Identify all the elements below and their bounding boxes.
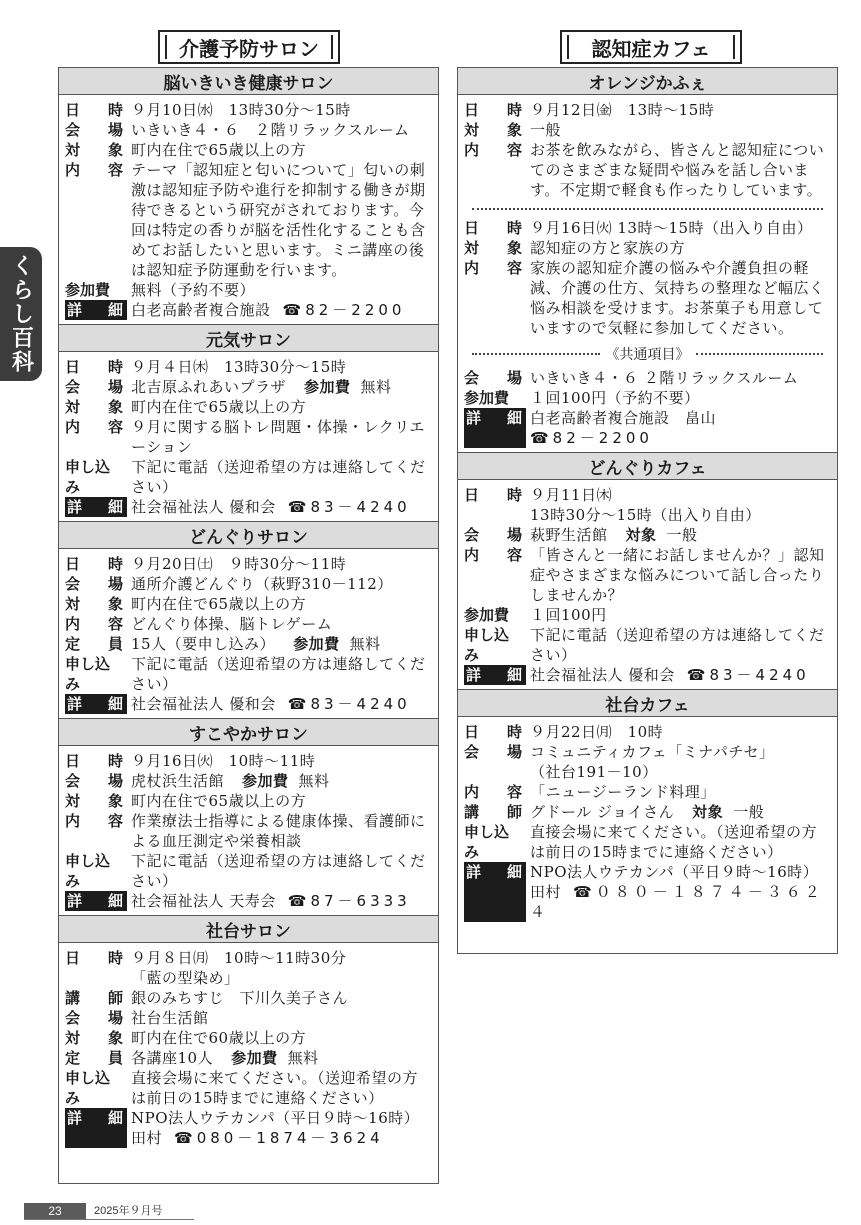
label-target: 対 象	[65, 141, 123, 159]
section-sukoyaka-salon	[59, 719, 438, 916]
content-value: 家族の認知症介護の悩みや介護負担の軽減、介護の仕方、気持ちの整理など幅広く悩み相談を受けます。お茶菓子も用意していますので気軽に参加してください。	[530, 259, 825, 337]
label-apply: 申し込み	[464, 823, 510, 861]
target-value: 町内在住で65歳以上の方	[131, 141, 307, 159]
section-title: オレンジかふぇ	[458, 68, 837, 95]
label-venue: 会 場	[464, 526, 522, 544]
apply-value: 直接会場に来てください。（送迎希望の方は前日の15時までに連絡ください）	[131, 1069, 419, 1107]
label-content: 内 容	[464, 141, 522, 159]
section-donguri-salon	[59, 522, 438, 719]
label-detail: 詳 細	[464, 862, 526, 922]
header-ninchisho-cafe: 認知症カフェ	[560, 30, 742, 64]
section-nou-ikiiki-salon	[59, 68, 438, 325]
label-apply: 申し込み	[464, 626, 510, 664]
apply-value: 下記に電話（送迎希望の方は連絡してください）	[530, 626, 825, 664]
label-target: 対 象	[464, 121, 522, 139]
label-venue: 会 場	[464, 369, 522, 387]
label-content: 内 容	[65, 161, 123, 179]
section-title: 脳いきいき健康サロン	[59, 68, 438, 95]
apply-value: 下記に電話（送迎希望の方は連絡してください）	[131, 655, 426, 693]
target-value: 一般	[530, 121, 562, 139]
label-apply: 申し込み	[65, 655, 111, 693]
label-fee: 参加費	[464, 389, 510, 407]
label-capacity: 定 員	[65, 635, 123, 653]
venue-value: いきいき４・６ ２階リラックスルーム	[530, 369, 799, 387]
fee-value: １回100円（予約不要）	[530, 389, 700, 407]
label-content: 内 容	[65, 812, 123, 830]
label-detail: 詳 細	[464, 665, 526, 685]
apply-value: 下記に電話（送迎希望の方は連絡してください）	[131, 458, 426, 496]
label-fee: 参加費	[464, 606, 510, 624]
label-target: 対 象	[65, 1029, 123, 1047]
phone-number: ☎82－2200	[530, 429, 653, 447]
date-value: ９月16日㈫ 10時～11時	[131, 752, 316, 770]
phone-number: ☎83－4240	[686, 666, 810, 684]
label-date: 日 時	[65, 555, 123, 573]
content-value: ９月に関する脳トレ問題・体操・レクリエーション	[131, 418, 425, 456]
section-title: どんぐりサロン	[59, 522, 438, 549]
label-date: 日 時	[65, 752, 123, 770]
label-venue: 会 場	[65, 121, 123, 139]
date-value: ９月20日㈯ ９時30分～11時	[131, 555, 347, 573]
label-fee: 参加費	[65, 281, 111, 299]
detail-value: 社会福祉法人 優和会 ☎83－4240	[131, 498, 411, 516]
label-venue: 会 場	[65, 1009, 123, 1027]
label-detail: 詳 細	[65, 1108, 127, 1148]
inline-target-label: 対象	[692, 803, 724, 821]
label-detail: 詳 細	[65, 497, 127, 517]
venue-value: 虎杖浜生活館 参加費 無料	[131, 772, 330, 790]
right-column	[457, 67, 838, 954]
section-title: 社台サロン	[59, 916, 438, 943]
phone-number: ☎０８０－１８７４－３６２４	[530, 883, 824, 921]
venue-value: 北吉原ふれあいプラザ 参加費 無料	[131, 378, 392, 396]
inline-fee-label: 参加費	[293, 635, 340, 653]
label-date: 日 時	[65, 949, 123, 967]
detail-value: NPO法人ウテカンパ（平日９時～16時） 田村 ☎０８０－１８７４－３６２４	[530, 863, 824, 921]
label-date: 日 時	[464, 101, 522, 119]
label-apply: 申し込み	[65, 852, 111, 890]
side-tab-kurashi-hyakka: くらし百科	[0, 247, 42, 381]
label-date: 日 時	[464, 219, 522, 237]
phone-number: ☎83－4240	[287, 695, 411, 713]
section-title: 社台カフェ	[458, 690, 837, 717]
label-venue: 会 場	[65, 772, 123, 790]
capacity-value: 15人（要申し込み） 参加費 無料	[131, 635, 381, 653]
apply-value: 直接会場に来てください。（送迎希望の方は前日の15時までに連絡ください）	[530, 823, 818, 861]
inline-fee-label: 参加費	[231, 1049, 278, 1067]
detail-value: 社会福祉法人 優和会 ☎83－4240	[530, 666, 810, 684]
dotted-divider	[472, 208, 823, 210]
header-kaigo-yobo-salon: 介護予防サロン	[158, 30, 340, 64]
section-orange-cafe	[458, 68, 837, 453]
content-value: 「ニュージーランド料理」	[530, 783, 716, 801]
inline-target-label: 対象	[625, 526, 657, 544]
section-shadai-cafe	[458, 690, 837, 926]
target-value: 認知症の方と家族の方	[530, 239, 686, 257]
label-apply: 申し込み	[65, 458, 111, 496]
phone-number: ☎080－1874－3624	[174, 1129, 384, 1147]
label-date: 日 時	[65, 101, 123, 119]
inline-fee-label: 参加費	[304, 378, 351, 396]
common-items-divider: 《共通項目》	[472, 344, 823, 364]
label-target: 対 象	[65, 398, 123, 416]
lecturer-value: グドール ジョイさん 対象 一般	[530, 803, 765, 821]
label-date: 日 時	[464, 723, 522, 741]
left-column	[58, 67, 439, 1184]
lecturer-value: 銀のみちすじ 下川久美子さん	[131, 989, 349, 1007]
date-value: ９月16日㈫ 13時～15時（出入り自由）	[530, 219, 813, 237]
label-detail: 詳 細	[464, 408, 526, 448]
label-detail: 詳 細	[65, 694, 127, 714]
target-value: 町内在住で65歳以上の方	[131, 792, 307, 810]
venue-value: 社台生活館	[131, 1009, 209, 1027]
fee-value: 無料（予約不要）	[131, 281, 256, 299]
section-genki-salon	[59, 325, 438, 522]
apply-value: 下記に電話（送迎希望の方は連絡してください）	[131, 852, 426, 890]
label-detail: 詳 細	[65, 300, 127, 320]
label-venue: 会 場	[464, 743, 522, 761]
date-value: ９月22日㈪ 10時	[530, 723, 664, 741]
date-value: ９月４日㈭ 13時30分～15時	[131, 358, 347, 376]
content-value: お茶を飲みながら、皆さんと認知症についてのさまざまな疑問や悩みを話し合います。不定期で軽食も作ったりしています。	[530, 141, 825, 199]
target-value: 町内在住で65歳以上の方	[131, 398, 307, 416]
section-title: どんぐりカフェ	[458, 453, 837, 480]
label-content: 内 容	[464, 546, 522, 564]
label-lecturer: 講 師	[464, 803, 522, 821]
label-venue: 会 場	[65, 378, 123, 396]
target-value: 町内在住で65歳以上の方	[131, 595, 307, 613]
section-title: 元気サロン	[59, 325, 438, 352]
content-value: テーマ「認知症と匂いについて」匂いの刺激は認知症予防や進行を抑制する働きが期待できるという研究がされております。今回は特定の香りが脳を活性化することも含めてお話したいと思います。ミニ講座の後は認知症予防運動を行います。	[131, 161, 426, 279]
label-target: 対 象	[464, 239, 522, 257]
label-target: 対 象	[65, 595, 123, 613]
label-detail: 詳 細	[65, 891, 127, 911]
venue-value: コミュニティカフェ「ミナパチセ」 （社台191－10）	[530, 743, 775, 781]
phone-number: ☎87－6333	[287, 892, 411, 910]
date-value: ９月10日㈬ 13時30分～15時	[131, 101, 351, 119]
capacity-value: 各講座10人 参加費 無料	[131, 1049, 319, 1067]
fee-value: １回100円	[530, 606, 607, 624]
label-venue: 会 場	[65, 575, 123, 593]
label-target: 対 象	[65, 792, 123, 810]
label-content: 内 容	[65, 418, 123, 436]
footer-divider	[24, 1219, 194, 1220]
detail-value: 社会福祉法人 優和会 ☎83－4240	[131, 695, 411, 713]
label-content: 内 容	[464, 259, 522, 277]
venue-value: いきいき４・６ ２階リラックスルーム	[131, 121, 410, 139]
section-title: すこやかサロン	[59, 719, 438, 746]
content-value: どんぐり体操、脳トレゲーム	[131, 615, 333, 633]
label-date: 日 時	[65, 358, 123, 376]
inline-fee-label: 参加費	[242, 772, 289, 790]
label-date: 日 時	[464, 486, 522, 504]
label-capacity: 定 員	[65, 1049, 123, 1067]
content-value: 「皆さんと一緒にお話しませんか？」認知症やさまざまな悩みについて話し合ったりしませんか？	[530, 546, 825, 604]
issue-date: 2025年９月号	[94, 1205, 163, 1217]
detail-value: 白老高齢者複合施設 畠山 ☎82－2200	[530, 409, 717, 447]
date-value: ９月12日㈮ 13時～15時	[530, 101, 715, 119]
target-value: 町内在住で60歳以上の方	[131, 1029, 307, 1047]
phone-number: ☎83－4240	[287, 498, 411, 516]
label-content: 内 容	[464, 783, 522, 801]
page-number: 23	[24, 1203, 86, 1219]
content-value: 作業療法士指導による健康体操、看護師による血圧測定や栄養相談	[131, 812, 426, 850]
venue-value: 萩野生活館 対象 一般	[530, 526, 698, 544]
phone-number: ☎82－2200	[282, 301, 406, 319]
section-donguri-cafe	[458, 453, 837, 690]
section-shadai-salon	[59, 916, 438, 1152]
detail-value: 白老高齢者複合施設 ☎82－2200	[131, 301, 406, 319]
venue-value: 通所介護どんぐり（萩野310－112）	[131, 575, 393, 593]
date-value: ９月11日㈭ 13時30分～15時（出入り自由）	[530, 486, 761, 524]
label-lecturer: 講 師	[65, 989, 123, 1007]
detail-value: NPO法人ウテカンパ（平日９時～16時） 田村 ☎080－1874－3624	[131, 1109, 420, 1147]
label-apply: 申し込み	[65, 1069, 111, 1107]
label-content: 内 容	[65, 615, 123, 633]
date-value: ９月８日㈪ 10時～11時30分 「藍の型染め」	[131, 949, 347, 987]
detail-value: 社会福祉法人 天寿会 ☎87－6333	[131, 892, 411, 910]
